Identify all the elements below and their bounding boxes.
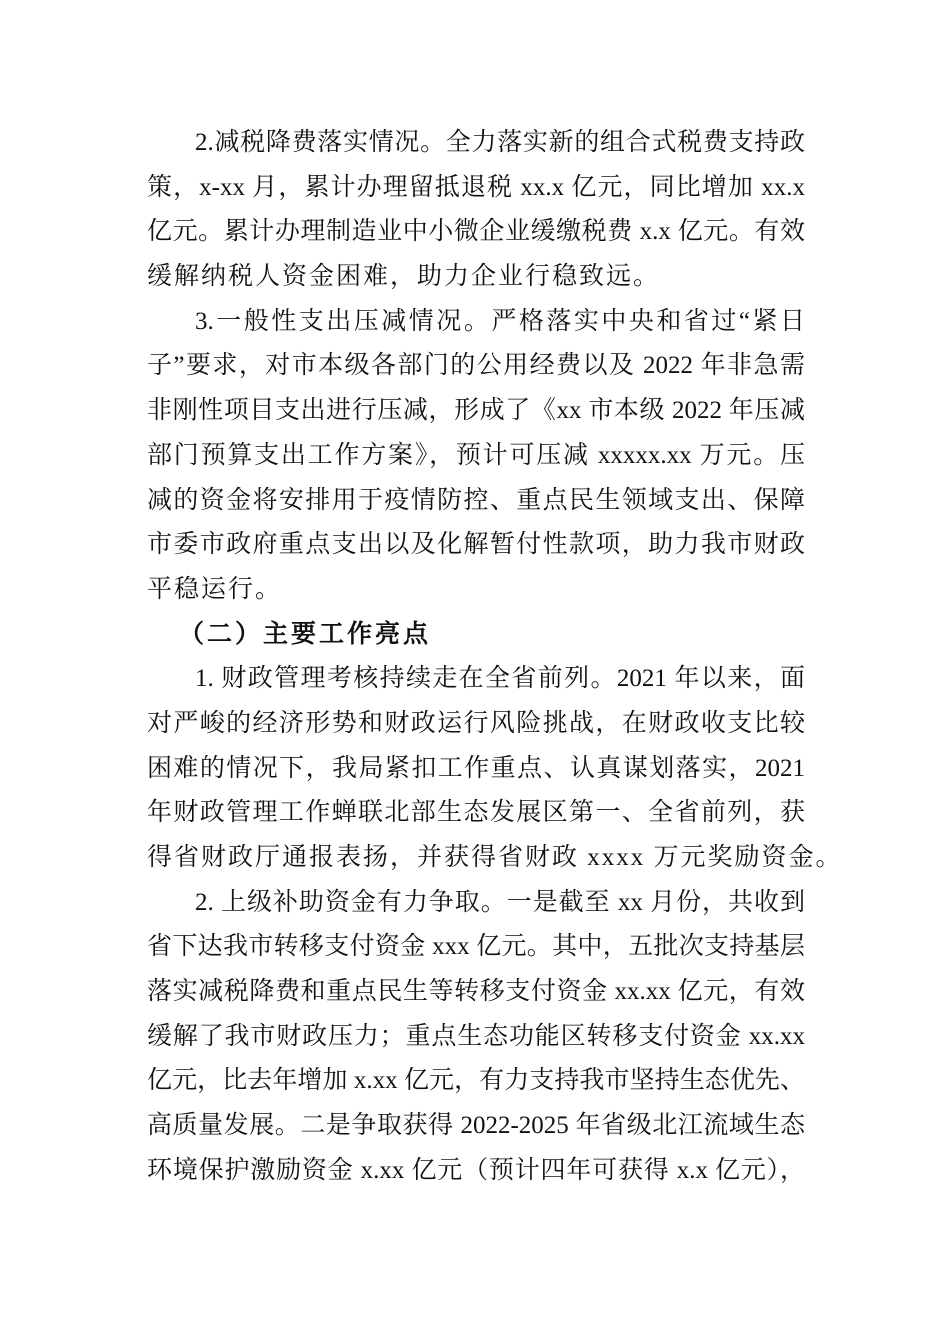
- text-line: 落实减税降费和重点民生等转移支付资金 xx.xx 亿元，有效: [147, 978, 805, 1006]
- text-line: 市委市政府重点支出以及化解暂付性款项，助力我市财政: [147, 531, 805, 559]
- text-line: 省下达我市转移支付资金 xxx 亿元。其中，五批次支持基层: [147, 933, 805, 961]
- text-line: 平稳运行。: [147, 575, 283, 603]
- text-line: 亿元。累计办理制造业中小微企业缓缴税费 x.x 亿元。有效: [147, 218, 805, 246]
- paragraph: [147, 300, 805, 613]
- text-line: 得省财政厅通报表扬，并获得省财政 xxxx 万元奖励资金。: [147, 844, 843, 871]
- text-line: 1. 财政管理考核持续走在全省前列。2021 年以来，面: [195, 665, 805, 693]
- paragraph: [147, 881, 805, 1194]
- paragraph: [147, 121, 805, 300]
- text-line: 缓解纳税人资金困难，助力企业行稳致远。: [147, 263, 661, 291]
- text-line: 2.减税降费落实情况。全力落实新的组合式税费支持政: [195, 129, 805, 156]
- paragraph: [147, 657, 843, 880]
- text-line: 2. 上级补助资金有力争取。一是截至 xx 月份，共收到: [195, 888, 805, 916]
- text-line: 非刚性项目支出进行压减，形成了《xx 市本级 2022 年压减: [147, 397, 805, 425]
- text-line: 缓解了我市财政压力；重点生态功能区转移支付资金 xx.xx: [147, 1022, 805, 1050]
- text-line: 环境保护激励资金 x.xx 亿元（预计四年可获得 x.x 亿元），: [147, 1156, 805, 1184]
- text-line: 高质量发展。二是争取获得 2022-2025 年省级北江流域生态: [147, 1112, 805, 1140]
- text-line: 减的资金将安排用于疫情防控、重点民生领域支出、保障: [147, 486, 805, 514]
- text-line: 对严峻的经济形势和财政运行风险挑战，在财政收支比较: [147, 709, 805, 737]
- text-line: 亿元，比去年增加 x.xx 亿元，有力支持我市坚持生态优先、: [147, 1067, 805, 1095]
- text-line: 部门预算支出工作方案》，预计可压减 xxxxx.xx 万元。压: [147, 441, 805, 469]
- section-heading: [147, 613, 805, 658]
- text-line: 3.一般性支出压减情况。严格落实中央和省过“紧日: [195, 307, 805, 335]
- text-line: （二）主要工作亮点: [179, 620, 432, 648]
- text-line: 策，x-xx 月，累计办理留抵退税 xx.x 亿元，同比增加 xx.x: [147, 173, 805, 201]
- text-line: 年财政管理工作蝉联北部生态发展区第一、全省前列，获: [147, 799, 805, 827]
- text-line: 困难的情况下，我局紧扣工作重点、认真谋划落实，2021: [147, 754, 805, 782]
- document-body: [147, 121, 843, 1194]
- text-line: 子”要求，对市本级各部门的公用经费以及 2022 年非急需: [147, 352, 805, 380]
